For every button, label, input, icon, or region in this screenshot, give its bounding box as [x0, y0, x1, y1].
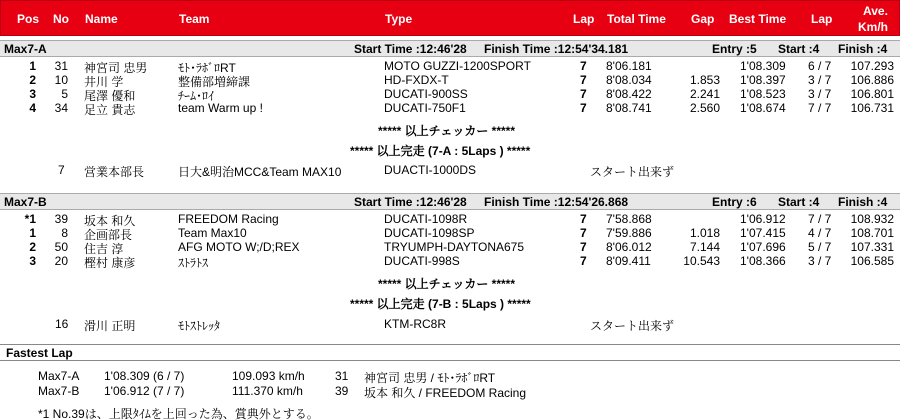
cell-type: HD-FXDX-T [384, 73, 449, 87]
cell-total: 8'08.422 [606, 87, 652, 101]
table-row [0, 226, 900, 240]
section-a-start: Start Time :12:46'28 [354, 42, 467, 56]
cell-name: 尾澤 優和 [84, 89, 136, 103]
col-best-time-header: Best Time [729, 12, 787, 26]
section-a-finishers: Finish :4 [838, 42, 888, 56]
cell-name: 坂本 和久 [84, 214, 136, 228]
cell-bestlap: 4 / 7 [808, 226, 832, 240]
cell-gap: 2.241 [689, 87, 720, 101]
section-b-entry: Entry :6 [712, 195, 757, 209]
cell-best: 1'08.366 [740, 254, 786, 268]
cell-lap: 7 [580, 59, 587, 73]
cell-team: 整備部増締課 [178, 75, 251, 89]
cell-ave: 106.585 [850, 254, 894, 268]
cell-bestlap: 7 / 7 [808, 212, 832, 226]
cell-ave: 106.886 [850, 73, 894, 87]
section-b-name: Max7-B [4, 195, 47, 209]
dns-status: スタート出来ず [590, 319, 675, 333]
col-gap-header: Gap [691, 12, 715, 26]
cell-type: DUCATI-998S [384, 254, 460, 268]
cell-team: ﾓﾄ･ﾗﾎﾞﾛRT [178, 61, 236, 75]
cell-ave: 106.801 [850, 87, 894, 101]
cell-pos: 2 [29, 73, 36, 87]
cell-bestlap: 5 / 7 [808, 240, 832, 254]
fastest-time: 1'06.912 (7 / 7) [104, 384, 185, 398]
dns-type: DUACTI-1000DS [384, 163, 477, 177]
col-bestlap-header: Lap [811, 12, 833, 26]
col-no-header: No [53, 12, 69, 26]
section-a-complete: ***** 以上完走 (7-A : 5Laps ) ***** [350, 144, 531, 158]
cell-gap: 1.018 [689, 226, 720, 240]
cell-ave: 108.701 [850, 226, 894, 240]
cell-team: Team Max10 [178, 226, 247, 240]
cell-gap: 1.853 [689, 73, 720, 87]
cell-type: DUCATI-1098R [384, 212, 468, 226]
cell-ave: 108.932 [850, 212, 894, 226]
cell-lap: 7 [580, 101, 587, 115]
section-b-checker: ***** 以上チェッカー ***** [378, 277, 516, 291]
cell-no: 34 [54, 101, 68, 115]
cell-pos: 2 [29, 240, 36, 254]
dns-no: 16 [55, 317, 69, 331]
cell-best: 1'08.523 [740, 87, 786, 101]
cell-name: 井川 学 [84, 75, 124, 89]
fastest-speed: 109.093 km/h [232, 369, 305, 383]
cell-bestlap: 3 / 7 [808, 87, 832, 101]
table-row [0, 254, 900, 268]
cell-bestlap: 7 / 7 [808, 101, 832, 115]
cell-lap: 7 [580, 240, 587, 254]
cell-bestlap: 3 / 7 [808, 73, 832, 87]
fastest-no: 39 [335, 384, 349, 398]
dns-no: 7 [58, 163, 65, 177]
cell-ave: 107.293 [850, 59, 894, 73]
cell-no: 50 [54, 240, 68, 254]
cell-name: 住吉 淳 [84, 242, 124, 256]
section-b-dns-row [0, 317, 900, 331]
section-b-complete: ***** 以上完走 (7-B : 5Laps ) ***** [350, 297, 531, 311]
cell-gap: 10.543 [683, 254, 720, 268]
cell-best: 1'07.415 [740, 226, 786, 240]
dns-type: KTM-RC8R [384, 317, 446, 331]
col-lap-header: Lap [573, 12, 595, 26]
dns-name: 営業本部長 [84, 165, 145, 179]
table-row [0, 87, 900, 101]
col-total-time-header: Total Time [607, 12, 666, 26]
cell-type: MOTO GUZZI-1200SPORT [384, 59, 531, 73]
col-ave-header: Ave. [863, 4, 888, 18]
results-header [0, 0, 900, 36]
cell-best: 1'08.309 [740, 59, 786, 73]
section-a-dns-row [0, 163, 900, 177]
fastest-speed: 111.370 km/h [232, 384, 303, 398]
cell-pos: *1 [24, 212, 36, 226]
cell-no: 8 [61, 226, 68, 240]
cell-lap: 7 [580, 87, 587, 101]
dns-team: 日大&明治MCC&Team MAX10 [178, 165, 342, 179]
cell-total: 8'06.012 [606, 240, 652, 254]
cell-total: 8'08.741 [606, 101, 652, 115]
cell-total: 7'58.868 [606, 212, 652, 226]
cell-name: 樫村 康彦 [84, 256, 136, 270]
fastest-class: Max7-B [38, 384, 80, 398]
cell-type: TRYUMPH-DAYTONA675 [384, 240, 525, 254]
section-a-name: Max7-A [4, 42, 47, 56]
col-team-header: Team [179, 12, 210, 26]
table-row [0, 101, 900, 115]
cell-no: 5 [61, 87, 68, 101]
cell-pos: 3 [29, 254, 36, 268]
cell-no: 10 [54, 73, 68, 87]
cell-pos: 4 [29, 101, 36, 115]
cell-best: 1'07.696 [740, 240, 786, 254]
dns-team: ﾓﾄｽﾄﾚｯﾀ [178, 319, 221, 333]
cell-team: FREEDOM Racing [178, 212, 279, 226]
cell-lap: 7 [580, 254, 587, 268]
cell-ave: 107.331 [850, 240, 894, 254]
col-pos-header: Pos [17, 12, 40, 26]
cell-gap: 7.144 [689, 240, 720, 254]
section-a-checker: ***** 以上チェッカー ***** [378, 124, 516, 138]
fastest-rider: 神宮司 忠男 / ﾓﾄ･ﾗﾎﾞﾛRT [364, 371, 496, 385]
cell-no: 20 [54, 254, 68, 268]
fastest-time: 1'08.309 (6 / 7) [104, 369, 185, 383]
section-a-starters: Start :4 [778, 42, 820, 56]
cell-best: 1'08.397 [740, 73, 786, 87]
cell-lap: 7 [580, 212, 587, 226]
cell-lap: 7 [580, 226, 587, 240]
cell-gap: 2.560 [689, 101, 720, 115]
cell-bestlap: 3 / 7 [808, 254, 832, 268]
footnote: *1 No.39は、上限ﾀｲﾑを上回った為、賞典外とする。 [38, 407, 319, 420]
cell-name: 企画部長 [84, 228, 133, 242]
cell-pos: 3 [29, 87, 36, 101]
section-a-entry: Entry :5 [712, 42, 757, 56]
section-b-start: Start Time :12:46'28 [354, 195, 467, 209]
cell-team: team Warm up ! [178, 101, 263, 115]
cell-name: 神宮司 忠男 [84, 61, 148, 75]
fastest-rider: 坂本 和久 / FREEDOM Racing [364, 386, 527, 400]
cell-team: AFG MOTO W;/D;REX [178, 240, 300, 254]
cell-pos: 1 [29, 59, 36, 73]
fastest-class: Max7-A [38, 369, 80, 383]
cell-no: 39 [54, 212, 68, 226]
table-row [0, 240, 900, 254]
fastest-lap-bar [0, 344, 900, 361]
dns-status: スタート出来ず [590, 165, 675, 179]
cell-bestlap: 6 / 7 [808, 59, 832, 73]
cell-name: 足立 貴志 [84, 103, 136, 117]
cell-best: 1'08.674 [740, 101, 786, 115]
section-b-bar [0, 193, 900, 210]
fastest-lap-row [0, 384, 900, 398]
cell-type: DUCATI-1098SP [384, 226, 475, 240]
fastest-no: 31 [335, 369, 349, 383]
section-b-finish: Finish Time :12:54'26.868 [484, 195, 629, 209]
table-row [0, 59, 900, 73]
cell-ave: 106.731 [850, 101, 894, 115]
cell-pos: 1 [29, 226, 36, 240]
col-type-header: Type [385, 12, 413, 26]
table-row [0, 212, 900, 226]
section-b-finishers: Finish :4 [838, 195, 888, 209]
cell-no: 31 [54, 59, 68, 73]
cell-total: 8'06.181 [606, 59, 652, 73]
section-a-bar [0, 40, 900, 57]
cell-best: 1'06.912 [740, 212, 786, 226]
section-a-finish: Finish Time :12:54'34.181 [484, 42, 629, 56]
cell-type: DUCATI-750F1 [384, 101, 466, 115]
dns-name: 滑川 正明 [84, 319, 136, 333]
col-ave-unit-header: Km/h [858, 20, 888, 34]
cell-type: DUCATI-900SS [384, 87, 468, 101]
section-b-starters: Start :4 [778, 195, 820, 209]
fastest-lap-row [0, 369, 900, 383]
table-row [0, 73, 900, 87]
cell-total: 8'08.034 [606, 73, 652, 87]
cell-team: ｽﾄﾗﾄｽ [178, 256, 209, 270]
cell-total: 7'59.886 [606, 226, 652, 240]
cell-total: 8'09.411 [606, 254, 651, 268]
fastest-lap-title: Fastest Lap [6, 346, 73, 360]
cell-lap: 7 [580, 73, 587, 87]
col-name-header: Name [85, 12, 118, 26]
cell-team: ﾁｰﾑ･ﾛｲ [178, 89, 215, 103]
